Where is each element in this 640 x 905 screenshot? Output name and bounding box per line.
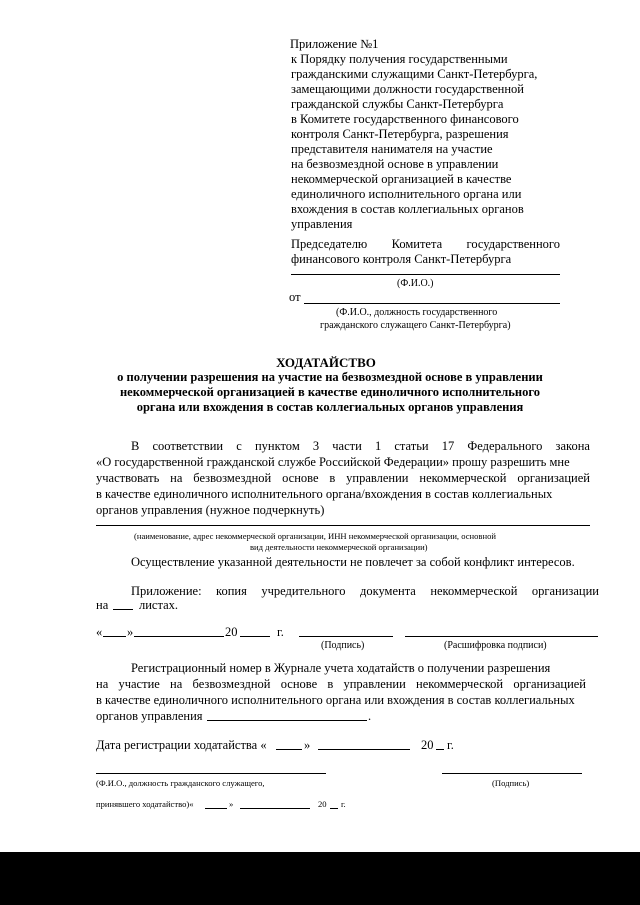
date-month-blank (134, 636, 224, 637)
registration-line-1: Регистрационный номер в Журнале учета ходатайств о получении разрешения (131, 661, 551, 675)
date-year-suffix: г. (277, 625, 284, 639)
registration-day-blank (276, 749, 302, 750)
document-title: ХОДАТАЙСТВО (276, 355, 376, 370)
registration-number-blank (207, 720, 367, 721)
fio-caption: (Ф.И.О.) (397, 278, 434, 289)
registrar-fio-underline (96, 773, 326, 774)
addressee-word: Комитета (391, 237, 443, 251)
scan-footer-bar (0, 852, 640, 905)
accepted-year: 20 (318, 799, 327, 809)
date-day-blank (103, 636, 126, 637)
registration-date-year: 20 (421, 738, 434, 752)
addressee-word: государственного (466, 237, 560, 251)
body-para1-line-3: участвовать на безвозмездной основе в управлении некоммерческой организацией (96, 471, 590, 485)
registrar-signature-underline (442, 773, 582, 774)
from-underline (304, 303, 560, 304)
body-para1-line-5: органов управления (нужное подчеркнуть) (96, 503, 325, 517)
registration-date-year-suffix: г. (447, 738, 454, 752)
registration-line-4-prefix: органов управления (96, 709, 203, 723)
heading-line-3: органа или вхождения в состав коллегиальных органов управления (136, 400, 524, 414)
org-underline (96, 525, 590, 526)
attachment-line-1: Приложение: копия учредительного документа некоммерческой организации (131, 584, 599, 598)
org-caption-2: вид деятельности некоммерческой организации) (250, 542, 428, 552)
appendix-line: замещающими должности государственной (291, 82, 524, 96)
addressee-line-2: финансового контроля Санкт-Петербурга (291, 252, 512, 266)
date-close-quote: » (127, 625, 134, 639)
registration-year-blank (436, 749, 444, 750)
signature-decode-underline (405, 636, 598, 637)
accepted-day-blank (205, 808, 227, 809)
date-year-blank (240, 636, 270, 637)
registrar-signature-caption: (Подпись) (492, 778, 530, 788)
signature-decode-caption: (Расшифровка подписи) (444, 640, 547, 651)
accepted-year-blank (330, 808, 338, 809)
appendix-line: на безвозмездной основе в управлении (291, 157, 499, 171)
heading-line-1: о получении разрешения на участие на безвозмездной основе в управлении (117, 370, 543, 384)
registrar-fio-caption: (Ф.И.О., должность гражданского служащего, (96, 778, 265, 788)
registration-date-label: Дата регистрации ходатайства « (96, 738, 267, 752)
registration-line-2: на участие на безвозмездной основе в управлении некоммерческой организацией (96, 677, 586, 691)
from-caption-2: гражданского служащего Санкт-Петербурга) (320, 320, 511, 331)
accepted-month-blank (240, 808, 310, 809)
appendix-line: к Порядку получения государственными (291, 52, 508, 66)
accepted-label: принявшего ходатайство)« (96, 799, 194, 809)
registration-date-close: » (304, 738, 311, 752)
body-para1-line-4: в качестве единоличного исполнительного органа/вхождения в состав коллегиальных (96, 487, 553, 501)
org-caption-1: (наименование, адрес некоммерческой организации, ИНН некоммерческой организации, основной (134, 531, 496, 541)
body-para1-line-1: В соответствии с пунктом 3 части 1 статьи 17 Федерального закона (131, 439, 590, 453)
fio-underline (291, 274, 560, 275)
appendix-title: Приложение №1 (290, 37, 379, 51)
date-year: 20 (225, 625, 238, 639)
from-label: от (289, 290, 301, 304)
registration-line-4-suffix: . (368, 709, 372, 723)
accepted-close: » (229, 799, 234, 809)
accepted-year-suffix: г. (341, 799, 346, 809)
appendix-line: гражданской службы Санкт-Петербурга (291, 97, 504, 111)
appendix-line: вхождения в состав коллегиальных органов (291, 202, 524, 216)
addressee-word: Председателю (291, 237, 368, 251)
from-caption-1: (Ф.И.О., должность государственного (336, 307, 498, 318)
date-open-quote: « (96, 625, 103, 639)
signature-underline (299, 636, 393, 637)
appendix-line: гражданскими служащими Санкт-Петербурга, (291, 67, 538, 81)
appendix-line: в Комитете государственного финансового (291, 112, 519, 126)
attachment-pages-blank (113, 609, 133, 610)
signature-caption: (Подпись) (321, 640, 365, 651)
body-para1-line-2: «О государственной гражданской службе Российской Федерации» прошу разрешить мне (96, 455, 570, 469)
appendix-line: управления (291, 217, 353, 231)
appendix-line: представителя нанимателя на участие (291, 142, 493, 156)
conflict-statement: Осуществление указанной деятельности не повлечет за собой конфликт интересов. (131, 555, 575, 569)
attachment-pages-suffix: листах. (139, 598, 179, 612)
appendix-line: единоличного исполнительного органа или (291, 187, 522, 201)
registration-line-3: в качестве единоличного исполнительного органа или вхождения в состав коллегиальных (96, 693, 575, 707)
attachment-pages-prefix: на (96, 598, 109, 612)
appendix-line: некоммерческой организацией в качестве (291, 172, 512, 186)
appendix-line: контроля Санкт-Петербурга, разрешения (291, 127, 509, 141)
heading-line-2: некоммерческой организацией в качестве единоличного исполнительного (119, 385, 540, 399)
registration-month-blank (318, 749, 410, 750)
addressee-line-1 (291, 237, 560, 251)
